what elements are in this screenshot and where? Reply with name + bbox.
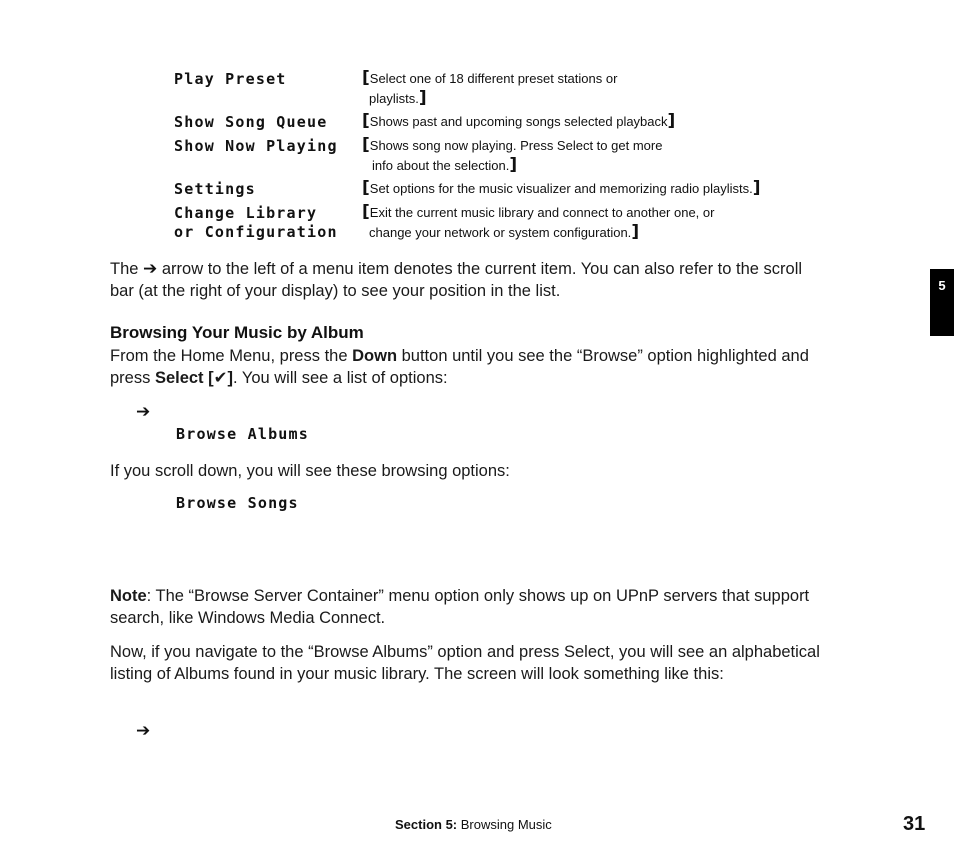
intro-paragraph: The ➔ arrow to the left of a menu item denotes the current item. You can also refer to the scroll bar (at the right of your display) to see your position in the list. — [110, 259, 803, 300]
open-bracket: [ — [362, 178, 370, 198]
menu-desc-show-song-queue: [Shows past and upcoming songs selected playback] — [362, 111, 676, 131]
open-bracket: [ — [362, 111, 370, 131]
open-bracket: [ — [362, 135, 370, 155]
menu-desc-play-preset: [Select one of 18 different preset stations or playlists.] — [362, 68, 618, 108]
close-bracket: ] — [418, 88, 427, 108]
menu-term-show-song-queue: Show Song Queue — [174, 113, 328, 131]
browse-instructions: From the Home Menu, press the Down button until you see the “Browse” option highlighted and press Select [✔]. You will see a list of options: — [110, 347, 809, 387]
screen-item-browse-songs: Browse Songs — [176, 494, 299, 512]
page-number: 31 — [903, 813, 926, 835]
close-bracket: ] — [509, 155, 518, 175]
note-label: Note — [110, 587, 147, 605]
open-bracket: [ — [362, 202, 370, 222]
select-button-label: Select [✔] — [154, 369, 233, 387]
section-tab: 5 — [930, 269, 954, 336]
screen-item-browse-albums: Browse Albums — [176, 425, 309, 443]
menu-term-show-now-playing: Show Now Playing — [174, 137, 338, 155]
down-button-label: Down — [352, 347, 398, 365]
note-paragraph: Note: The “Browse Server Container” menu option only shows up on UPnP servers that support search, like Windows Media Connect. — [110, 587, 810, 627]
scroll-paragraph: If you scroll down, you will see these browsing options: — [110, 462, 510, 480]
menu-desc-settings: [Set options for the music visualizer and memorizing radio playlists.] — [362, 178, 761, 198]
menu-term-play-preset: Play Preset — [174, 70, 287, 88]
menu-term-settings: Settings — [174, 180, 256, 198]
close-bracket: ] — [667, 111, 676, 131]
menu-desc-show-now-playing: [Shows song now playing. Press Select to get more info about the selection.] — [362, 135, 663, 175]
navigate-paragraph: Now, if you navigate to the “Browse Albums” option and press Select, you will see an alphabetical listing of Albums found in your music library. The screen will look something like this: — [110, 643, 820, 683]
right-arrow-icon: ➔ — [143, 259, 158, 279]
section-heading: Browsing Your Music by Album — [110, 323, 364, 342]
open-bracket: [ — [362, 68, 370, 88]
menu-term-change-library: Change Library or Configuration — [174, 204, 338, 241]
close-bracket: ] — [752, 178, 761, 198]
footer-section: Section 5: Browsing Music — [395, 817, 552, 832]
close-bracket: ] — [631, 222, 640, 242]
current-item-arrow-icon: ➔ — [136, 402, 151, 422]
current-item-arrow-icon: ➔ — [136, 721, 151, 741]
menu-desc-change-library: [Exit the current music library and connect to another one, or change your network or system configuration.] — [362, 202, 715, 242]
